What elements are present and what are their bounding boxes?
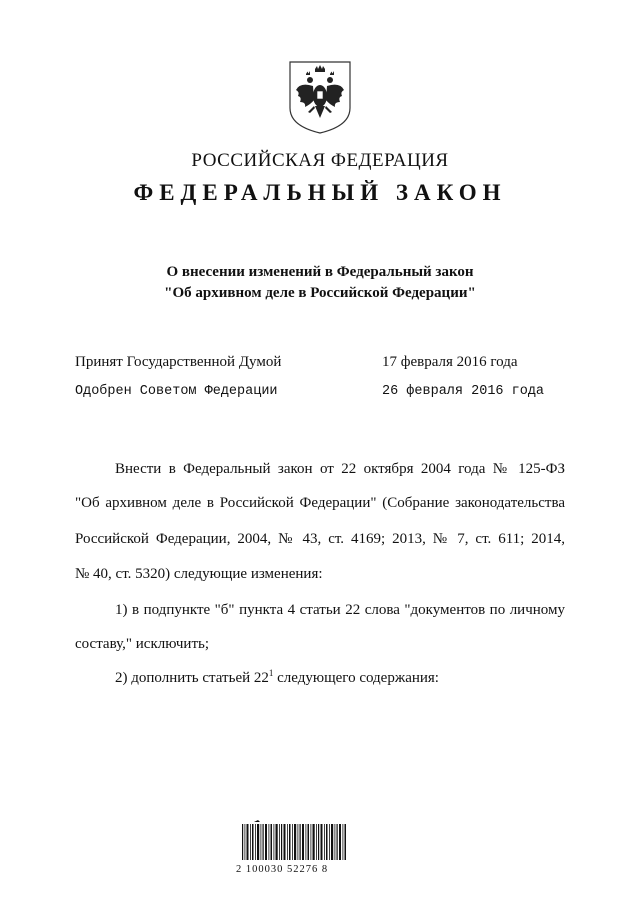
item-2-line	[115, 670, 439, 687]
duma-adoption-date: 17 февраля 2016 года	[382, 354, 518, 370]
country-title: РОССИЙСКАЯ ФЕДЕРАЦИЯ	[191, 150, 449, 171]
paragraph-1-line-2: "Об архивном деле в Российской Федерации" (Собрание законодательства	[75, 495, 565, 511]
duma-adoption-label: Принят Государственной Думой	[75, 354, 282, 370]
paragraph-1-line-4: № 40, ст. 5320) следующие изменения:	[75, 566, 323, 582]
item-2-superscript: 1	[268, 668, 274, 678]
item-1-line-2: составу," исключить;	[75, 636, 210, 652]
coat-of-arms-icon	[288, 60, 352, 135]
duma-adoption-row	[75, 354, 575, 376]
subject-line-1: О внесении изменений в Федеральный закон	[166, 264, 474, 280]
item-2-text: 2) дополнить статьей 22	[115, 670, 269, 686]
paragraph-1-line-1: Внести в Федеральный закон от 22 октября 2004 года № 125-ФЗ	[115, 461, 565, 477]
council-approval-date: 26 февраля 2016 года	[382, 384, 545, 399]
barcode-icon	[240, 820, 350, 860]
barcode-number: 2 100030 52276 8	[236, 864, 329, 875]
law-type-heading: ФЕДЕРАЛЬНЫЙ ЗАКОН	[133, 180, 507, 205]
law-subject	[0, 262, 640, 304]
council-approval-label: Одобрен Советом Федерации	[75, 384, 278, 399]
paragraph-1-line-3: Российской Федерации, 2004, № 43, ст. 4169; 2013, № 7, ст. 611; 2014,	[75, 531, 565, 547]
subject-line-2: "Об архивном деле в Российской Федерации"	[164, 285, 476, 301]
item-2-text-end: следующего содержания:	[273, 670, 439, 686]
council-approval-row	[75, 384, 575, 406]
item-1-line-1: 1) в подпункте "б" пункта 4 статьи 22 слова "документов по личному	[115, 602, 565, 618]
